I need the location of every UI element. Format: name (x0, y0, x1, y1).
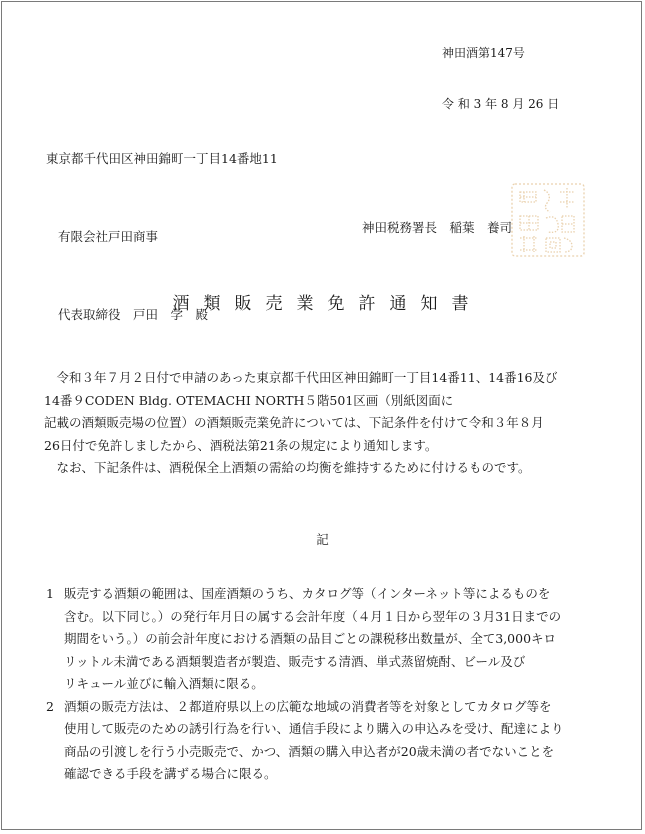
body-line: 26日付で免許しましたから、酒税法第21条の規定により通知します。 (44, 437, 438, 453)
condition-line: リキュール並びに輸入酒類に限る。 (64, 676, 264, 691)
recipient-block (46, 94, 278, 380)
condition-line: 販売する酒類の範囲は、国産酒類のうち、カタログ等（インターネット等によるものを (64, 586, 551, 601)
document-reference (442, 11, 559, 147)
official-seal-stamp (506, 178, 590, 262)
condition-line: 含む。以下同じ。）の発行年月日の属する会計年度（４月１日から翌年の３月31日までの (64, 608, 562, 624)
condition-number: 1 (46, 586, 54, 601)
notice-body (44, 367, 604, 480)
conditions-list (46, 583, 606, 786)
condition-number: 2 (46, 698, 54, 714)
condition-line: リットル未満である酒類製造者が製造、販売する清酒、単式蒸留焼酎、ビール及び (64, 653, 526, 669)
recipient-company: 有限会社戸田商事 (58, 229, 159, 244)
condition-line: 商品の引渡しを行う小売販売で、かつ、酒類の購入申込者が20歳未満の者でないことを (64, 743, 555, 759)
condition-line: 使用して販売のための誘引行為を行い、通信手段により購入の申込みを受け、配達により (64, 721, 564, 736)
condition-line: 確認できる手段を講ずる場合に限る。 (64, 766, 277, 781)
body-line: 記載の酒類販売場の位置）の酒類販売業免許については、下記条件を付けて令和３年８月 (44, 415, 544, 430)
body-line: 令和３年７月２日付で申請のあった東京都千代田区神田錦町一丁目14番11、14番16及び (44, 370, 558, 385)
document-title: 酒類販売業免許通知書 (172, 294, 483, 314)
sender-name: 神田税務署長 稲葉 養司 (362, 220, 513, 235)
body-line: 14番９CODEN Bldg. OTEMACHI NORTH５階501区画（別紙図面に (44, 392, 454, 408)
body-paragraph-1 (44, 367, 604, 457)
body-paragraph-2 (44, 457, 604, 480)
recipient-representative: 代表取締役 戸田 学 殿 (58, 307, 209, 322)
document-page (1, 1, 642, 830)
body-line: なお、下記条件は、酒税保全上酒類の需給の均衡を維持するために付けるものです。 (44, 460, 531, 475)
document-date: 令 和 3 年 8 月 26 日 (442, 97, 560, 111)
recipient-address: 東京都千代田区神田錦町一丁目14番地11 (46, 151, 278, 166)
condition-line: 酒類の販売方法は、２都道府県以上の広範な地域の消費者等を対象としてカタログ等を (64, 698, 552, 714)
document-number: 神田酒第147号 (442, 46, 525, 60)
condition-item (46, 696, 606, 786)
ki-heading: 記 (316, 532, 329, 547)
condition-item (46, 583, 606, 696)
condition-line: 期間をいう。）の前会計年度における酒類の品目ごとの課税移出数量が、全て3,000キロ (64, 631, 557, 646)
